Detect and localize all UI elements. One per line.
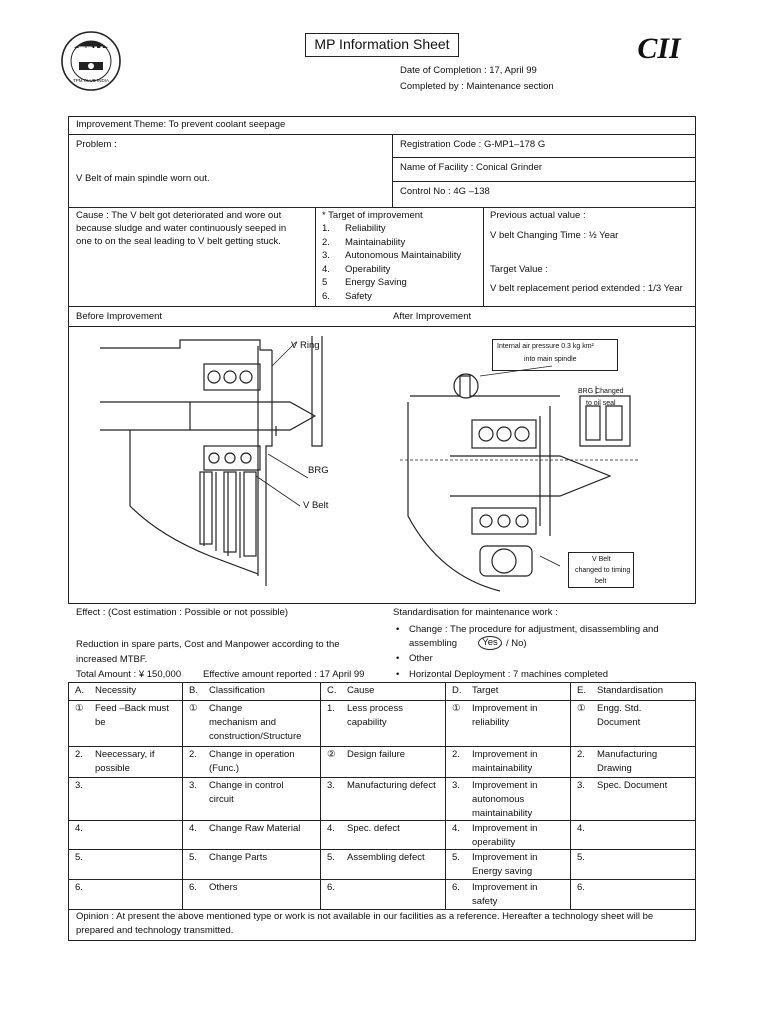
table-cell-text: Design failure [347, 749, 406, 760]
table-cell-text: Energy saving [472, 866, 533, 877]
table-cell-number: 4. [327, 823, 335, 834]
table-cell-number: ① [189, 703, 198, 714]
v-belt-callout: belt [595, 578, 607, 585]
table-cell-text: maintainability [472, 763, 533, 774]
table-row-divider [68, 849, 696, 850]
table-header-label: Standardisation [597, 685, 664, 696]
cause-line: one to on the seal leading to V belt getting stuck. [76, 236, 281, 247]
table-header-label: Necessity [95, 685, 137, 696]
bullet: • [396, 669, 400, 680]
target-item-number: 4. [322, 263, 330, 275]
brg-changed-callout: to oil seal [586, 400, 616, 407]
table-column-divider [320, 682, 321, 910]
table-cell-text: Change in operation [209, 749, 295, 760]
previous-value-label: Previous actual value : [490, 210, 586, 221]
yes-option-label: Yes [482, 637, 498, 648]
table-cell-number: 3. [189, 780, 197, 791]
table-cell-number: 4. [452, 823, 460, 834]
change-procedure: Change : The procedure for adjustment, disassembling and [409, 624, 659, 635]
tpm-logo-text: TPM [78, 44, 104, 58]
table-cell-number: 2. [577, 749, 585, 760]
change-procedure: assembling [409, 638, 458, 649]
effect-title: Effect : (Cost estimation : Possible or not possible) [76, 607, 289, 618]
table-cell-number: 3. [75, 780, 83, 791]
table-cell-text: Change in control [209, 780, 284, 791]
table-cell-number: 5. [577, 852, 585, 863]
table-cell-text: Neecessary, if [95, 749, 155, 760]
target-value: V belt replacement period extended : 1/3 Year [490, 283, 683, 294]
problem-label: Problem : [76, 139, 117, 150]
improvement-theme: Improvement Theme: To prevent coolant seepage [76, 119, 286, 130]
callout-v-ring: V Ring [291, 340, 320, 351]
table-cell-text: Spec. defect [347, 823, 400, 834]
table-cell-text: be [95, 717, 106, 728]
table-cell-number: 4. [577, 823, 585, 834]
table-cell-number: 2. [75, 749, 83, 760]
table-cell-text: Less process [347, 703, 403, 714]
brg-changed-callout: BRG Changed [578, 388, 624, 395]
table-cell-text: Assembling defect [347, 852, 425, 863]
table-header-letter: A. [75, 685, 84, 696]
target-item-number: 5 [322, 277, 328, 288]
table-cell-text: possible [95, 763, 130, 774]
target-item-label: Operability [345, 263, 391, 275]
bullet: • [396, 653, 400, 664]
target-item-label: Autonomous Maintainability [345, 250, 462, 261]
table-column-divider [182, 682, 183, 910]
target-item-label: Safety [345, 290, 372, 302]
table-cell-text: capability [347, 717, 387, 728]
target-item-number: 2. [322, 236, 330, 248]
table-cell-text: construction/Structure [209, 731, 302, 742]
table-column-divider [570, 682, 571, 910]
target-item-number: 3. [322, 250, 330, 261]
table-cell-text: maintainability [472, 808, 533, 819]
table-header-label: Target [472, 685, 499, 696]
v-belt-callout: changed to timing [575, 567, 631, 574]
table-cell-number: ② [327, 749, 336, 760]
table-row-divider [68, 820, 696, 821]
table-cell-text: Improvement in [472, 823, 538, 834]
table-cell-text: operability [472, 837, 516, 848]
table-cell-number: 4. [75, 823, 83, 834]
table-cell-text: Change Parts [209, 852, 268, 863]
table-cell-number: 2. [189, 749, 197, 760]
opinion-line: prepared and technology transmitted. [76, 925, 234, 936]
completed-by: Completed by : Maintenance section [400, 81, 554, 92]
table-cell-text: reliability [472, 717, 509, 728]
yes-circled-option [478, 636, 502, 650]
other-item: Other [409, 653, 433, 664]
table-cell-number: 3. [577, 780, 585, 791]
table-cell-number: 2. [452, 749, 460, 760]
table-cell-number: 6. [452, 882, 460, 893]
table-header-letter: B. [189, 685, 198, 696]
table-cell-number: 6. [75, 882, 83, 893]
before-improvement-label: Before Improvement [76, 311, 163, 322]
target-item-number: 6. [322, 290, 330, 302]
table-cell-text: Engg. Std. [597, 703, 642, 714]
table-cell-text: Drawing [597, 763, 632, 774]
table-cell-text: Feed –Back must [95, 703, 169, 714]
tpm-logo [60, 30, 122, 92]
table-cell-text: (Func.) [209, 763, 240, 774]
table-column-divider [445, 682, 446, 910]
table-cell-text: Change Raw Material [209, 823, 301, 834]
table-cell-text: Improvement in [472, 749, 538, 760]
callout-brg: BRG [308, 465, 329, 476]
target-item-label: Energy Saving [345, 277, 407, 288]
table-cell-text: Improvement in [472, 780, 538, 791]
target-item-label: Maintainability [345, 236, 406, 248]
table-cell-number: 5. [75, 852, 83, 863]
table-cell-text: Others [209, 882, 238, 893]
table-cell-number: 4. [189, 823, 197, 834]
registration-code: Registration Code : G-MP1–178 G [400, 139, 546, 150]
effective-amount-reported: Effective amount reported : 17 April 99 [203, 669, 365, 680]
target-item-label: Reliability [345, 223, 386, 234]
problem-text: V Belt of main spindle worn out. [76, 173, 210, 184]
table-row-divider [68, 879, 696, 880]
target-title: * Target of improvement [322, 210, 423, 221]
effect-line: increased MTBF. [76, 654, 148, 665]
horizontal-deployment: Horizontal Deployment : 7 machines completed [409, 669, 609, 680]
table-row-divider [68, 700, 696, 701]
total-amount: Total Amount : ¥ 150,000 [76, 669, 182, 680]
table-cell-text: mechanism and [209, 717, 277, 728]
table-header-letter: E. [577, 685, 586, 696]
table-cell-text: Manufacturing defect [347, 780, 436, 791]
table-cell-number: ① [577, 703, 586, 714]
cii-logo: CII [637, 32, 681, 65]
effect-line: Reduction in spare parts, Cost and Manpower according to the [76, 639, 340, 650]
table-header-letter: D. [452, 685, 462, 696]
air-pressure-callout: Internal air pressure 0.3 kg km² [497, 343, 594, 350]
facility-name: Name of Facility : Conical Grinder [400, 162, 543, 173]
page-title: MP Information Sheet [305, 33, 459, 57]
date-of-completion: Date of Completion : 17, April 99 [400, 65, 537, 76]
opinion-line: Opinion : At present the above mentioned type or work is not available in our facilities as a reference. Hereafter a technology sheet will be [76, 911, 654, 922]
table-cell-number: 6. [189, 882, 197, 893]
table-cell-number: 3. [452, 780, 460, 791]
table-cell-text: Document [597, 717, 641, 728]
bullet: • [396, 624, 400, 635]
cause-line: because sludge and water continuously seeped in [76, 223, 287, 234]
table-row-divider [68, 777, 696, 778]
table-cell-text: Improvement in [472, 882, 538, 893]
callout-v-belt: V Belt [303, 500, 329, 511]
target-value-label: Target Value : [490, 264, 548, 275]
table-cell-text: autonomous [472, 794, 525, 805]
table-cell-number: ① [75, 703, 84, 714]
table-cell-text: Improvement in [472, 852, 538, 863]
table-header-letter: C. [327, 685, 337, 696]
after-improvement-label: After Improvement [393, 311, 472, 322]
table-cell-number: 5. [327, 852, 335, 863]
table-header-label: Cause [347, 685, 375, 696]
table-cell-text: safety [472, 896, 498, 907]
target-item-number: 1. [322, 223, 330, 234]
cause-line: Cause : The V belt got deteriorated and wore out [76, 210, 282, 221]
v-belt-callout: V Belt [592, 556, 611, 563]
table-header-label: Classification [209, 685, 265, 696]
standardisation-title: Standardisation for maintenance work : [393, 607, 558, 618]
air-pressure-callout: into main spindle [524, 356, 577, 363]
table-cell-text: Improvement in [472, 703, 538, 714]
table-cell-text: Manufacturing [597, 749, 658, 760]
table-cell-number: 5. [452, 852, 460, 863]
no-option: / No) [506, 638, 527, 649]
control-no: Control No : 4G –138 [400, 186, 490, 197]
previous-value: V belt Changing Time : ½ Year [490, 230, 619, 241]
table-cell-text: Change [209, 703, 243, 714]
table-cell-number: 6. [577, 882, 585, 893]
table-cell-number: 6. [327, 882, 335, 893]
table-cell-number: 3. [327, 780, 335, 791]
table-row-divider [68, 746, 696, 747]
table-cell-number: ① [452, 703, 461, 714]
table-cell-text: circuit [209, 794, 234, 805]
tpm-logo-ring-text: TPM CLUB INDIA [72, 78, 109, 83]
table-cell-number: 5. [189, 852, 197, 863]
table-cell-text: Spec. Document [597, 780, 668, 791]
table-cell-number: 1. [327, 703, 335, 714]
